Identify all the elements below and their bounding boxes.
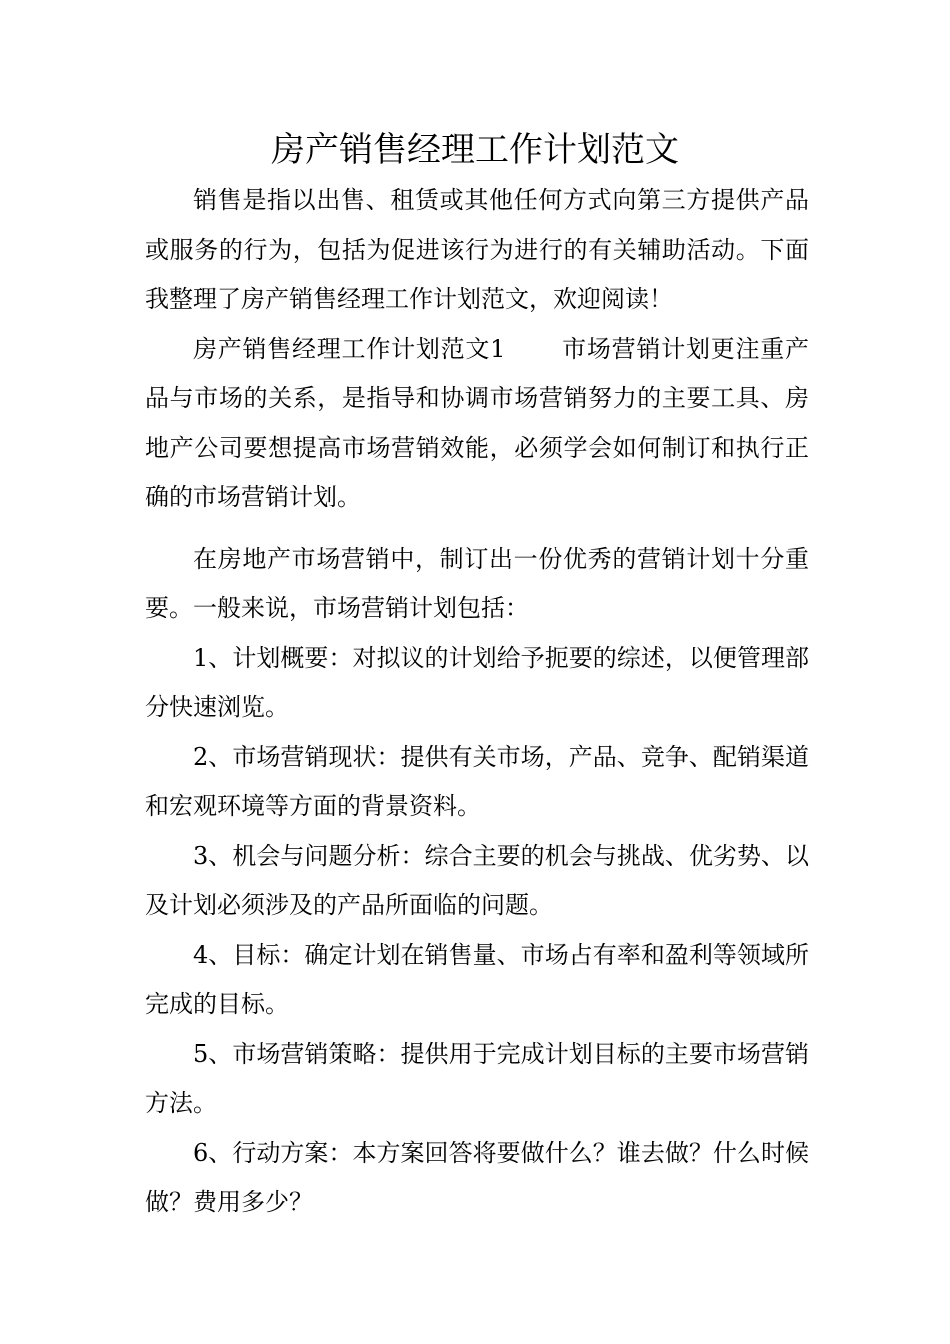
list-item-2: 2、市场营销现状：提供有关市场，产品、竞争、配销渠道和宏观环境等方面的背景资料。 <box>145 742 809 820</box>
list-item-6: 6、行动方案：本方案回答将要做什么？谁去做？什么时候做？费用多少？ <box>145 1138 809 1216</box>
section1-text: 市场营销计划更注重产品与市场的关系，是指导和协调市场营销努力的主要工具、房地产公司要想提高市场营销效能，必须学会如何制订和执行正确的市场营销计划。 <box>145 334 809 511</box>
list-item-3: 3、机会与问题分析：综合主要的机会与挑战、优劣势、以及计划必须涉及的产品所面临的问题。 <box>145 841 809 919</box>
list-item-1: 1、计划概要：对拟议的计划给予扼要的综述，以便管理部分快速浏览。 <box>145 643 809 721</box>
intro-paragraph: 销售是指以出售、租赁或其他任何方式向第三方提供产品或服务的行为，包括为促进该行为进行的有关辅助活动。下面我整理了房产销售经理工作计划范文，欢迎阅读！ <box>145 186 809 313</box>
section1-heading: 房产销售经理工作计划范文1 <box>193 334 506 363</box>
document-title: 房产销售经理工作计划范文 <box>271 130 679 170</box>
document-body <box>145 176 809 1228</box>
section1-paragraph <box>145 325 809 523</box>
plan-intro-paragraph: 在房地产市场营销中，制订出一份优秀的营销计划十分重要。一般来说，市场营销计划包括： <box>145 544 809 622</box>
list-item-4: 4、目标：确定计划在销售量、市场占有率和盈利等领域所完成的目标。 <box>145 940 809 1018</box>
list-item-5: 5、市场营销策略：提供用于完成计划目标的主要市场营销方法。 <box>145 1039 809 1117</box>
